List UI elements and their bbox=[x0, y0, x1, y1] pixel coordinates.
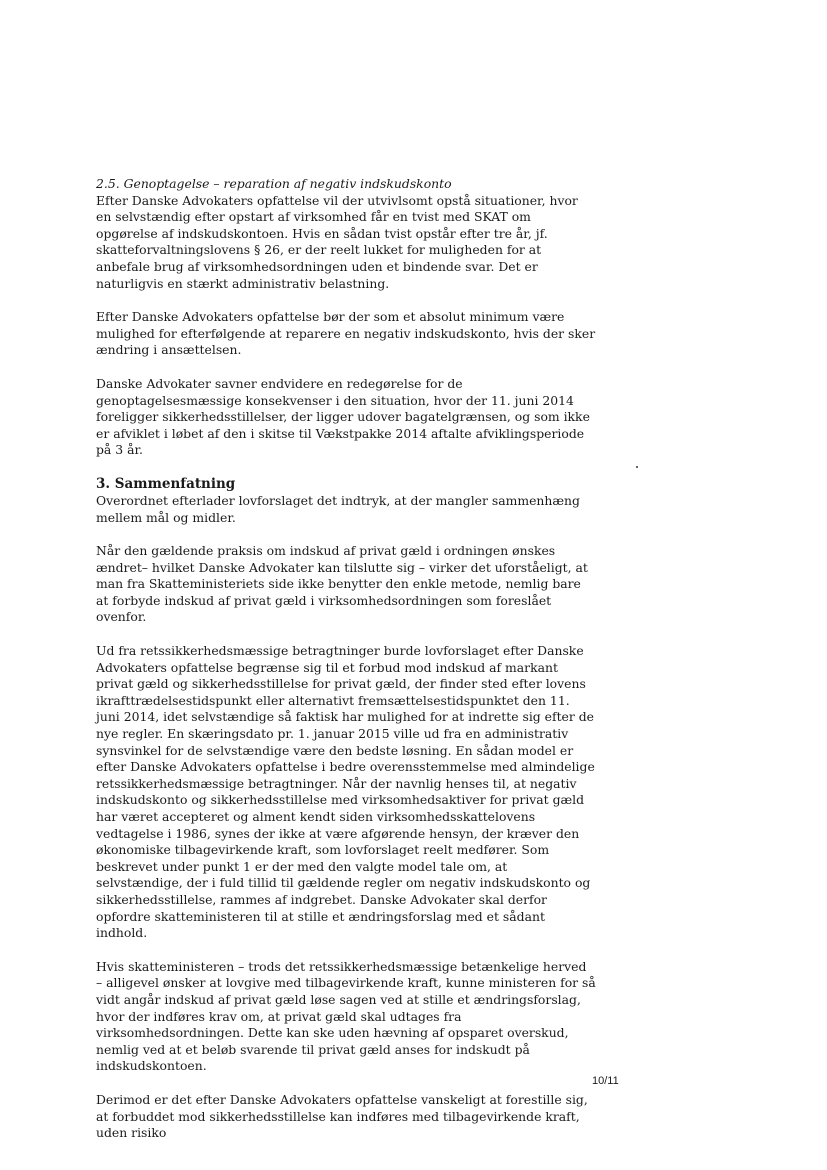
paragraph: Efter Danske Advokaters opfattelse vil der utvivlsomt opstå situationer, hvor en selvstændig efter opstart af virksomhed får en tvist med SKAT om opgørelse af indskudskontoen. Hvis en sådan tvist opstår efter tre år, jf. skatteforvaltningslovens § 26, er der reelt lukket for muligheden for at anbefale brug af virksomhedsordningen uden et bindende svar. Det er naturligvis en stærkt administrativ belastning. bbox=[96, 192, 578, 291]
paragraph: Derimod er det efter Danske Advokaters opfattelse vanskeligt at forestille sig, at forbuddet mod sikkerhedsstillelse kan indføres med tilbagevirkende kraft, uden risiko bbox=[96, 1091, 588, 1141]
section-3-heading: 3. Sammenfatning bbox=[96, 475, 236, 492]
section-2-5-heading: 2.5. Genoptagelse – reparation af negativ indskudskonto bbox=[96, 176, 452, 191]
paragraph: Ud fra retssikkerhedsmæssige betragtninger burde lovforslaget efter Danske Advokaters opfattelse begrænse sig til et forbud mod indskud af markant privat gæld og sikkerhedsstillelse for privat gæld, der finder sted efter lovens ikrafttrædelsestidspunkt eller alternativt fremsættelsestidspunktet den 11. juni 2014, idet selvstændige så faktisk har mulighed for at indrette sig efter de nye regler. En skæringsdato pr. 1. januar 2015 ville ud fra en administrativ synsvinkel for de selvstændige være den bedste løsning. En sådan model er efter Danske Advokaters opfattelse i bedre overensstemmelse med almindelige retssikkerhedsmæssige betragtninger. Når der navnlig henses til, at negativ indskudskonto og sikkerhedsstillelse med virksomhedsaktiver for privat gæld har været accepteret og alment kendt siden virksomhedsskattelovens vedtagelse i 1986, synes der ikke at være afgørende hensyn, der kræver den økonomiske tilbagevirkende kraft, som lovforslaget reelt medfører. Som beskrevet under punkt 1 er der med den valgte model tale om, at selvstændige, der i fuld tillid til gældende regler om negativ indskudskonto og sikkerhedsstillelse, rammes af indgrebet. Danske Advokater skal derfor opfordre skatteministeren til at stille et ændringsforslag med et sådant indhold. bbox=[96, 643, 595, 941]
paragraph: Hvis skatteministeren – trods det retssikkerhedsmæssige betænkelige herved – alligevel ønsker at lovgive med tilbagevirkende kraft, kunne ministeren for så vidt angår indskud af privat gæld løse sagen ved at stille et ændringsforslag, hvor der indføres krav om, at privat gæld skal udtages fra virksomhedsordningen. Dette kan ske uden hævning af opsparet overskud, nemlig ved at et beløb svarende til privat gæld anses for indskudt på indskudskontoen. bbox=[96, 958, 596, 1074]
paragraph: Når den gældende praksis om indskud af privat gæld i ordningen ønskes ændret– hvilket Danske Advokater kan tilslutte sig – virker det uforståeligt, at man fra Skatteministeriets side ikke benytter den enkle metode, nemlig bare at forbyde indskud af privat gæld i virksomhedsordningen som foreslået ovenfor. bbox=[96, 543, 588, 625]
page-number: 10/11 bbox=[592, 1075, 619, 1087]
document-body bbox=[96, 176, 596, 1159]
paragraph: Overordnet efterlader lovforslaget det indtryk, at der mangler sammenhæng mellem mål og midler. bbox=[96, 492, 580, 525]
scan-speck bbox=[636, 466, 638, 468]
paragraph: Danske Advokater savner endvidere en redegørelse for de genoptagelsesmæssige konsekvenser i den situation, hvor der 11. juni 2014 foreligger sikkerhedsstillelser, der ligger udover bagatelgrænsen, og som ikke er afviklet i løbet af den i skitse til Vækstpakke 2014 aftalte afviklingsperiode på 3 år. bbox=[96, 375, 590, 458]
paragraph: Efter Danske Advokaters opfattelse bør der som et absolut minimum være mulighed for efterfølgende at reparere en negativ indskudskonto, hvis der sker ændring i ansættelsen. bbox=[96, 309, 596, 358]
